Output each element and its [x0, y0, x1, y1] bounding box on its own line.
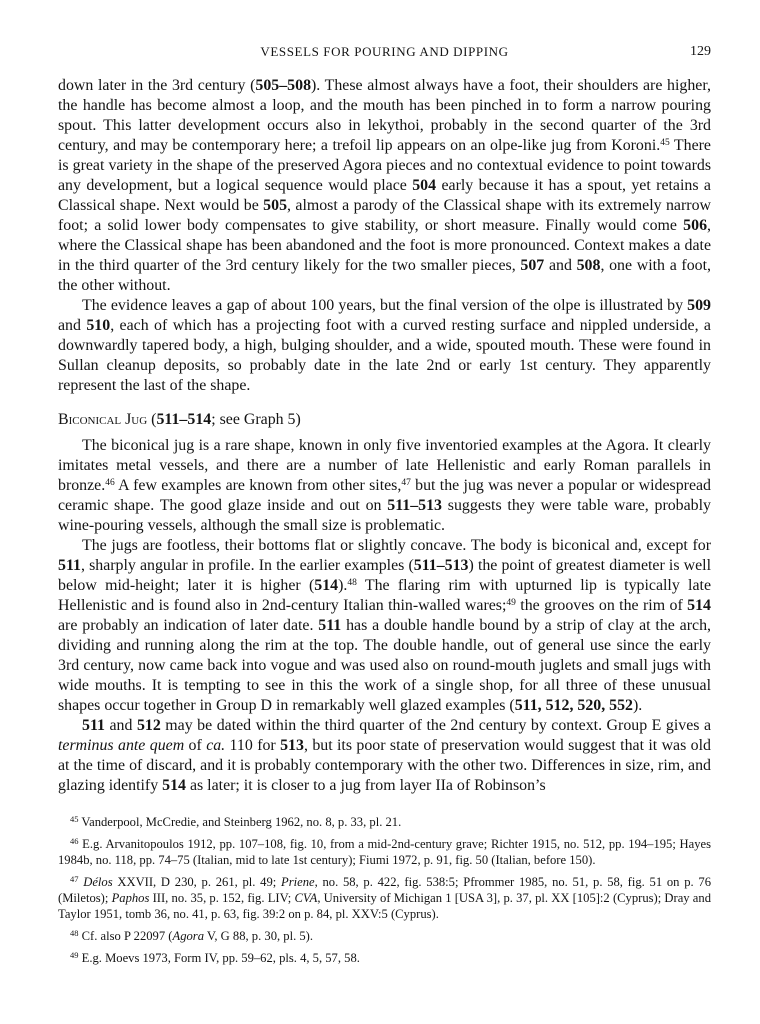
- footnote-48: $^{48}$ Cf. also P 22097 (Agora V, G 88, p. 30, pl. 5).: [70, 928, 314, 943]
- catalog-ref: 511: [58, 557, 81, 574]
- catalog-ref: 508: [576, 257, 601, 274]
- catalog-ref: 514: [314, 577, 339, 594]
- paragraph-biconical-intro: The biconical jug is a rare shape, known in only five inventoried examples at the Agora. It clearly imitates metal vessels, and there are a number of late Hellenistic and early Roman parallels in bronze.$^{46}$ A few examples are known from other sites,$^{47}$ but the jug was never a popular or widespread ceramic shape. The good glaze inside and out on 511–513 suggests they were table ware, probably wine-pouring vessels, although the small size is problematic.: [58, 437, 712, 534]
- catalog-ref: 505: [263, 197, 288, 214]
- paragraph-biconical-form: The jugs are footless, their bottoms flat or slightly concave. The body is biconical and, except for 511, sharply angular in profile. In the earlier examples (511–513) the point of greatest diameter is well below mid-height; later it is higher (514).$^{48}$ The flaring rim with upturned lip is typically late Hellenistic and is found also in 2nd-century Italian thin-walled wares;$^{49}$ the grooves on the rim of 514 are probably an indication of later date. 511 has a double handle bound by a strip of clay at the arch, dividing and running along the rim at the top. The double handle, out of general use since the early 3rd century, now came back into vogue and was used also on round-mouth juglets and small jugs with wide mouths. It is tempting to see in this the work of a single shop, for all three of these unusual shapes occur together in Group D in remarkably well glazed examples (511, 512, 520, 552).: [58, 537, 711, 714]
- footnote-46: $^{46}$ E.g. Arvanitopoulos 1912, pp. 107–108, fig. 10, from a mid-2nd-century grave; Richter 1915, no. 512, pp. 194–195; Hayes 1984b, no. 118, pp. 74–75 (Italian, mid to late 1st century); Fiumi 1972, p. 91, fig. 50 (Italian, before 150).: [58, 836, 711, 867]
- catalog-ref: 511, 512, 520, 552: [514, 697, 634, 714]
- section-heading-biconical-jug: Biconical Jug (511–514; see Graph 5): [58, 411, 301, 428]
- paragraph-olpe-development: down later in the 3rd century (505–508). These almost always have a foot, their shoulders are higher, the handle has become almost a loop, and the mouth has been pinched in to form a narrow pouring spout. This latter development occurs also in lekythoi, probably in the second quarter of the 3rd century, and may be contemporary here; a trefoil lip appears on an olpe-like jug from Koroni.$^{45}$ There is great variety in the shape of the preserved Agora pieces and no contextual evidence to point towards any development, but a logical sequence would place 504 early because it has a spout, yet retains a Classical shape. Next would be 505, almost a parody of the Classical shape with its extremely narrow foot; a solid lower body compensates to give stability, or short measure. Finally would come 506, where the Classical shape has been abandoned and the foot is more pronounced. Context makes a date in the third quarter of the 3rd century likely for the two smaller pieces, 507 and 508, one with a foot, the other without.: [58, 77, 712, 294]
- paragraph-biconical-dating: 511 and 512 may be dated within the third quarter of the 2nd century by context. Group E gives a terminus ante quem of ca. 110 for 513, but its poor state of preservation would suggest that it was old at the time of discard, and it is probably contemporary with the other two. Differences in size, rim, and glazing identify 514 as later; it is closer to a jug from layer IIa of Robinson’s: [58, 717, 712, 794]
- catalog-ref: 511–514: [156, 411, 212, 428]
- catalog-ref: 511–513: [413, 557, 469, 574]
- footnote-ref: 45: [660, 138, 670, 148]
- footnote-49: $^{49}$ E.g. Moevs 1973, Form IV, pp. 59–62, pls. 4, 5, 57, 58.: [70, 950, 360, 965]
- paragraph-olpe-final: The evidence leaves a gap of about 100 years, but the final version of the olpe is illustrated by 509 and 510, each of which has a projecting foot with a curved resting surface and nippled underside, a downwardly tapered body, a high, bulging shoulder, and a wide, spouted mouth. These were found in Sullan cleanup deposits, so probably date in the late 2nd or early 1st century. They apparently represent the last of the shape.: [58, 297, 711, 394]
- footnotes: [58, 814, 711, 972]
- catalog-ref: 507: [520, 257, 545, 274]
- body-text: [58, 76, 711, 796]
- catalog-ref: 504: [412, 177, 437, 194]
- footnote-ref: 49: [506, 598, 516, 608]
- catalog-ref: 505–508: [255, 77, 312, 94]
- catalog-ref: 506: [683, 217, 708, 234]
- page-number: 129: [690, 44, 711, 59]
- footnote-47: $^{47}$ Délos XXVII, D 230, p. 261, pl. 49; Priene, no. 58, p. 422, fig. 538:5; Pfrommer 1985, no. 51, p. 58, fig. 51 on p. 76 (Miletos); Paphos III, no. 35, p. 152, fig. LIV; CVA, University of Michigan 1 [USA 3], p. 37, pl. XX [105]:2 (Cyprus); Dray and Taylor 1951, tomb 36, no. 41, p. 63, fig. 39:2 on p. 84, pl. XXV:5 (Cyprus).: [58, 874, 711, 921]
- footnote-ref: 46: [105, 478, 115, 488]
- catalog-ref: 511–513: [387, 497, 443, 514]
- catalog-ref: 510: [86, 317, 111, 334]
- catalog-ref: 514: [162, 777, 186, 794]
- catalog-ref: 511: [82, 717, 105, 734]
- footnote-45: $^{45}$ Vanderpool, McCredie, and Steinberg 1962, no. 8, p. 33, pl. 21.: [70, 814, 402, 829]
- footnote-ref: 47: [401, 478, 411, 488]
- running-head: [58, 44, 711, 64]
- catalog-ref: 514: [687, 597, 711, 614]
- catalog-ref: 511: [318, 617, 342, 634]
- footnote-ref: 48: [347, 578, 357, 588]
- catalog-ref: 512: [136, 717, 161, 734]
- running-title: VESSELS FOR POURING AND DIPPING: [260, 44, 509, 59]
- catalog-ref: 509: [687, 297, 711, 314]
- catalog-ref: 513: [280, 737, 304, 754]
